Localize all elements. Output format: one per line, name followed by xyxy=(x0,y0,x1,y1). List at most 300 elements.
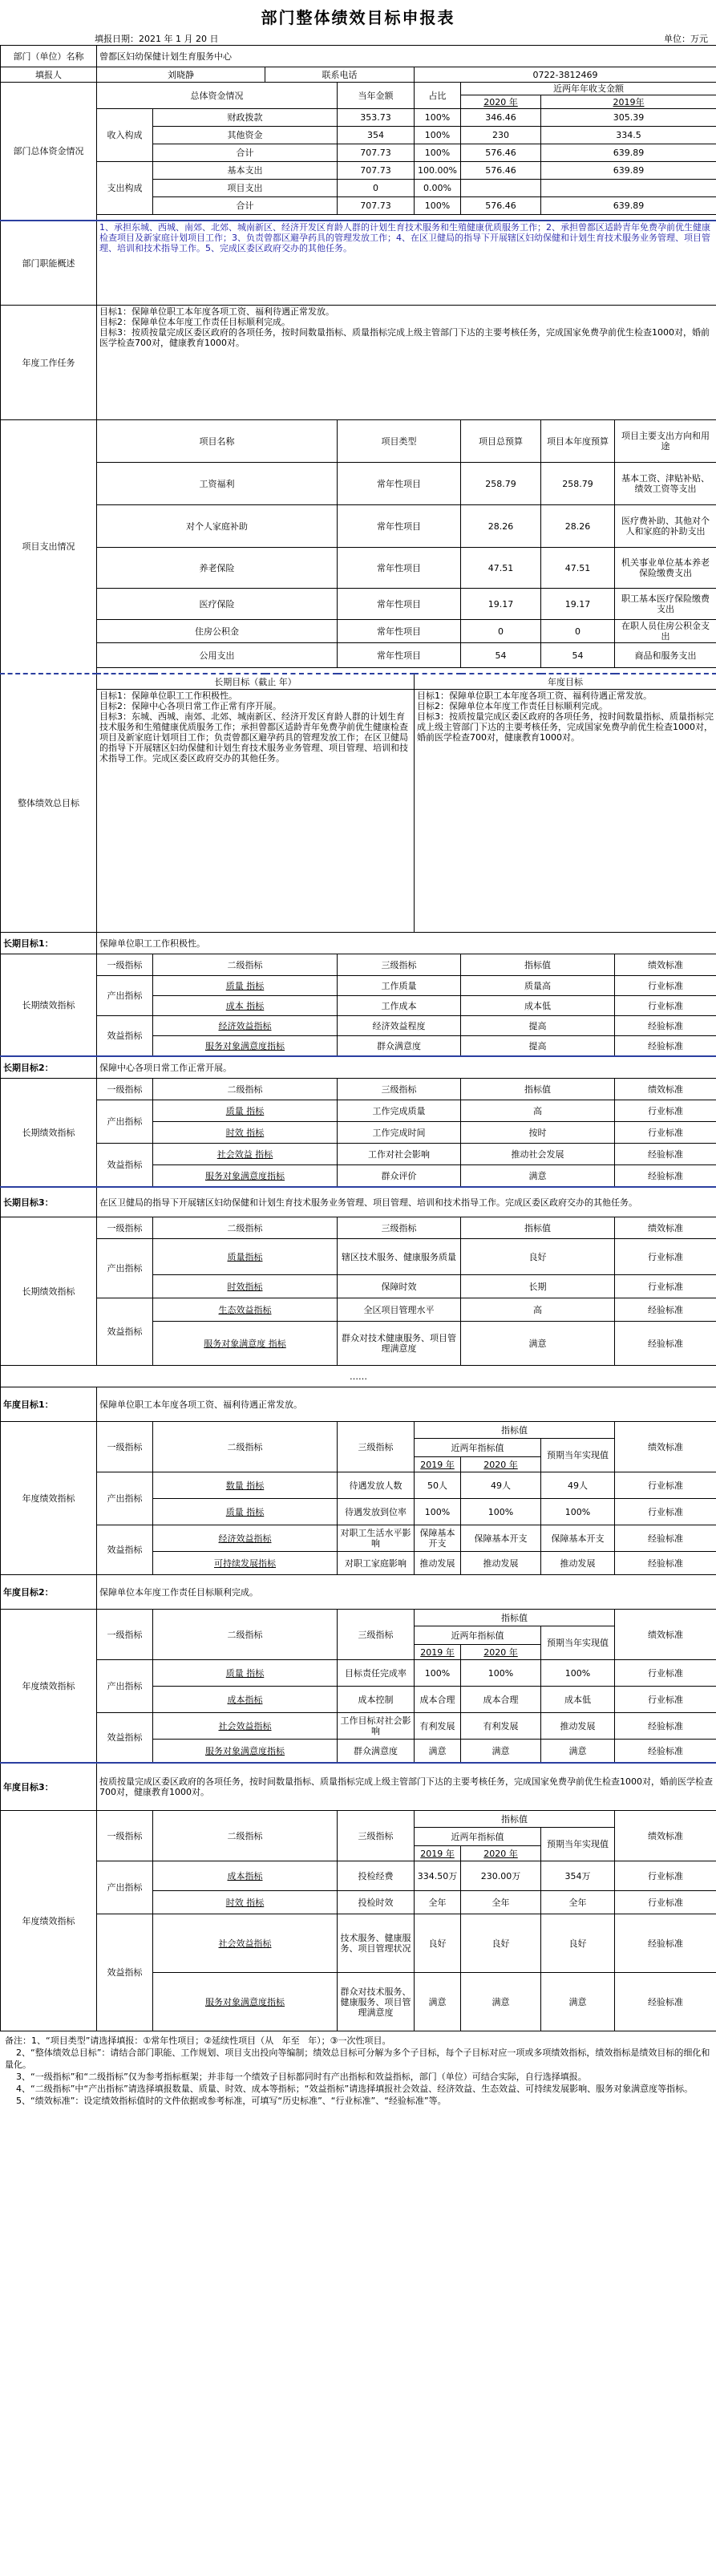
col-l2: 二级指标 xyxy=(153,954,338,976)
value-expect: 满意 xyxy=(541,1973,615,2031)
indicator-std: 行业标准 xyxy=(615,976,716,996)
col-2020: 2020 年 xyxy=(461,1645,541,1660)
l3-indicator: 辖区技术服务、健康服务质量 xyxy=(338,1239,461,1275)
l2-indicator: 经济效益指标 xyxy=(153,1016,338,1036)
output-indicator: 产出指标 xyxy=(97,976,153,1016)
proj-use: 基本工资、津贴补贴、绩效工资等支出 xyxy=(615,463,716,505)
l3-indicator: 工作成本 xyxy=(338,996,461,1016)
col-l2: 二级指标 xyxy=(153,1079,338,1100)
value-2020: 满意 xyxy=(461,1740,541,1764)
table-row xyxy=(1,1056,716,1079)
proj-name: 工资福利 xyxy=(97,463,338,505)
value-expect: 49人 xyxy=(541,1472,615,1499)
indicator-std: 行业标准 xyxy=(615,1239,716,1275)
table-row xyxy=(1,67,716,83)
funds-amount: 354 xyxy=(338,127,415,144)
funds-header-recent: 近两年年收支金额 xyxy=(461,83,716,95)
value-expect: 100% xyxy=(541,1660,615,1687)
table-row xyxy=(1,548,716,589)
l3-indicator: 对职工生活水平影响 xyxy=(338,1525,415,1552)
annual-task-label: 年度工作任务 xyxy=(1,306,97,420)
proj-header-name: 项目名称 xyxy=(97,420,338,463)
l3-indicator: 群众满意度 xyxy=(338,1740,415,1764)
col-recent: 近两年指标值 xyxy=(415,1626,541,1645)
funds-item-name: 项目支出 xyxy=(153,180,338,197)
l2-indicator: 服务对象满意度指标 xyxy=(153,1165,338,1188)
col-l3: 三级指标 xyxy=(338,1217,461,1239)
funds-item-name: 其他资金 xyxy=(153,127,338,144)
l2-indicator: 社会效益指标 xyxy=(153,1713,338,1740)
value-2020: 49人 xyxy=(461,1472,541,1499)
l3-indicator: 工作完成时间 xyxy=(338,1122,461,1144)
proj-use: 在职人员住房公积金支出 xyxy=(615,620,716,643)
value-2020: 100% xyxy=(461,1660,541,1687)
indicator-value: 高 xyxy=(461,1100,615,1122)
output-indicator: 产出指标 xyxy=(97,1239,153,1298)
proj-label: 项目支出情况 xyxy=(1,420,97,674)
col-l1: 一级指标 xyxy=(97,1079,153,1100)
funds-header-2020: 2020 年 xyxy=(461,95,541,109)
proj-year: 28.26 xyxy=(541,505,615,548)
meta-row xyxy=(0,32,716,45)
table-row xyxy=(1,1239,716,1275)
value-expect: 全年 xyxy=(541,1891,615,1914)
long-indicator-label: 长期绩效指标 xyxy=(1,1217,97,1366)
l2-indicator: 可持续发展指标 xyxy=(153,1552,338,1575)
table-row xyxy=(1,674,716,690)
l2-indicator: 数量 指标 xyxy=(153,1472,338,1499)
indicator-std: 行业标准 xyxy=(615,1100,716,1122)
indicator-std: 经验标准 xyxy=(615,1144,716,1165)
value-2019: 全年 xyxy=(415,1891,461,1914)
col-idx: 指标值 xyxy=(461,1079,615,1100)
proj-use: 职工基本医疗保险缴费支出 xyxy=(615,589,716,620)
indicator-value: 成本低 xyxy=(461,996,615,1016)
col-std: 绩效标准 xyxy=(615,1079,716,1100)
year-goal-title: 年度目标2： xyxy=(1,1575,97,1610)
table-row xyxy=(1,1366,716,1387)
notes: 备注：1、“项目类型”请选择填报：①常年性项目；②延续性项目（从 年至 年）；③一次性项目。 2、“整体绩效总目标”：请结合部门职能、工作规划、项目支出投向等编制；绩效总目标可分解为多个子目标，每个子目标对应一项或多项绩效指标，绩效指标是绩效目标的细化和量化。 3、“一级指标”和“二级指标”仅为参考指标框架；并非每一个绩效子目标都同时有产出指标和效益指标，部门（单位）可结合实际，自行选择填报。 4、“二级指标”中“产出指标”请选择填报数量、质量、时效、成本等指标；“效益指标”请选择填报社会效益、经济效益、生态效益、可持续发展影响、服务对象满意度等指标。 5、“绩效标准”：设定绩效指标值时的文件依据或参考标准，可填写“历史标准”、“行业标准”、“经验标准”等。 xyxy=(5,2035,710,2106)
indicator-std: 行业标准 xyxy=(615,1660,716,1687)
declaration-table xyxy=(0,45,716,2031)
proj-use: 机关事业单位基本养老保险缴费支出 xyxy=(615,548,716,589)
l2-indicator: 质量 指标 xyxy=(153,1660,338,1687)
funds-ratio: 100% xyxy=(415,144,461,162)
unit-label: 单位：万元 xyxy=(664,34,708,44)
indicator-value: 满意 xyxy=(461,1322,615,1366)
proj-total: 19.17 xyxy=(461,589,541,620)
col-l3: 三级指标 xyxy=(338,1610,415,1660)
table-row xyxy=(1,1763,716,1811)
table-row xyxy=(1,162,716,180)
value-2020: 良好 xyxy=(461,1914,541,1973)
filler-label: 填报人 xyxy=(1,67,97,83)
col-2019: 2019 年 xyxy=(415,1457,461,1472)
spacer xyxy=(97,668,716,674)
year-indicator-label: 年度绩效指标 xyxy=(1,1811,97,2031)
proj-year: 54 xyxy=(541,643,615,668)
proj-type: 常年性项目 xyxy=(338,463,461,505)
col-std: 绩效标准 xyxy=(615,1217,716,1239)
funds-amount: 0 xyxy=(338,180,415,197)
funds-2020: 346.46 xyxy=(461,109,541,127)
col-idx: 指标值 xyxy=(461,1217,615,1239)
indicator-std: 经验标准 xyxy=(615,1914,716,1973)
effect-indicator: 效益指标 xyxy=(97,1144,153,1188)
table-row xyxy=(1,1079,716,1100)
fill-date: 填报日期：2021 年 1 月 20 日 xyxy=(95,34,219,44)
l2-indicator: 生态效益指标 xyxy=(153,1298,338,1322)
table-row xyxy=(1,1914,716,1973)
col-std: 绩效标准 xyxy=(615,1811,716,1861)
proj-year: 47.51 xyxy=(541,548,615,589)
funds-2020: 576.46 xyxy=(461,162,541,180)
indicator-std: 经验标准 xyxy=(615,1525,716,1552)
l3-indicator: 群众对技术服务、健康服务、项目管理满意度 xyxy=(338,1973,415,2031)
value-2019: 100% xyxy=(415,1499,461,1525)
funds-2019: 334.5 xyxy=(541,127,716,144)
l2-indicator: 时效指标 xyxy=(153,1275,338,1298)
long-indicator-label: 长期绩效指标 xyxy=(1,954,97,1057)
ellipsis: …… xyxy=(1,1366,716,1387)
indicator-std: 经验标准 xyxy=(615,1552,716,1575)
table-row xyxy=(1,954,716,976)
value-2019: 满意 xyxy=(415,1740,461,1764)
table-row xyxy=(1,221,716,306)
funds-amount: 707.73 xyxy=(338,144,415,162)
col-idx: 指标值 xyxy=(415,1422,615,1439)
indicator-std: 经验标准 xyxy=(615,1036,716,1057)
l3-indicator: 工作质量 xyxy=(338,976,461,996)
funds-header-amount: 当年金额 xyxy=(338,83,415,109)
proj-total: 0 xyxy=(461,620,541,643)
overall-year-text: 目标1：保障单位职工本年度各项工资、福利待遇正常发放。 目标2：保障单位本年度工作责任目标顺利完成。 目标3：按质按量完成区委区政府的各项任务，按时间数量指标、质量指标完成上级主管部门下达的主要考核任务，完成国家免费孕前优生检查1000对，婚前医学检查700对，健康教育1000对。 xyxy=(415,690,716,933)
value-2019: 成本合理 xyxy=(415,1687,461,1713)
table-row xyxy=(1,668,716,674)
value-expect: 推动发展 xyxy=(541,1552,615,1575)
proj-use: 商品和服务支出 xyxy=(615,643,716,668)
col-l1: 一级指标 xyxy=(97,1811,153,1861)
col-l2: 二级指标 xyxy=(153,1811,338,1861)
table-row xyxy=(1,1861,716,1891)
indicator-std: 行业标准 xyxy=(615,1891,716,1914)
overall-long-text: 目标1：保障单位职工工作积极性。 目标2：保障中心各项日常工作正常有序开展。 目标3：东城、西城、南郊、北郊、城南新区、经济开发区育龄人群的计划生育技术服务和生殖健康优质服务工作；承担曾都区适龄青年免费孕前优生健康检查项目及新家庭计划项目工作；负责曾都区避孕药具的管理发放工作；在区卫健局的指导下开展辖区妇幼保健和计划生育技术服务业务管理、项目管理、培训和技术指导工作。完成区委区政府交办的其他任务。 xyxy=(97,690,415,933)
proj-type: 常年性项目 xyxy=(338,589,461,620)
page-title: 部门整体绩效目标申报表 xyxy=(261,8,455,27)
funds-item-name: 合计 xyxy=(153,197,338,215)
l2-indicator: 质量指标 xyxy=(153,1239,338,1275)
l3-indicator: 技术服务、健康服务、项目管理状况 xyxy=(338,1914,415,1973)
col-l2: 二级指标 xyxy=(153,1422,338,1472)
indicator-std: 经验标准 xyxy=(615,1165,716,1188)
l2-indicator: 服务对象满意度指标 xyxy=(153,1973,338,2031)
value-2020: 全年 xyxy=(461,1891,541,1914)
indicator-std: 经验标准 xyxy=(615,1298,716,1322)
long-goal-title: 长期目标1： xyxy=(1,933,97,954)
table-row xyxy=(1,1100,716,1122)
funds-amount: 707.73 xyxy=(338,197,415,215)
proj-name: 公用支出 xyxy=(97,643,338,668)
indicator-value: 提高 xyxy=(461,1036,615,1057)
duty-text: 1、承担东城、西城、南郊、北郊、城南新区、经济开发区育龄人群的计划生育技术服务和生殖健康优质服务工作；2、承担曾都区适龄青年免费孕前优生健康检查项目及新家庭计划项目工作；3、负责曾都区避孕药具的管理发放工作；4、在区卫健局的指导下开展辖区妇幼保健和计划生育技术服务业务管理、项目管理、培训和技术指导工作。5、完成区委区政府交办的其他任务。 xyxy=(97,221,716,306)
proj-year: 0 xyxy=(541,620,615,643)
long-goal-desc: 保障中心各项日常工作正常开展。 xyxy=(97,1056,716,1079)
value-2019: 100% xyxy=(415,1660,461,1687)
value-expect: 推动发展 xyxy=(541,1713,615,1740)
table-row xyxy=(1,1298,716,1322)
col-l3: 三级指标 xyxy=(338,1811,415,1861)
table-row xyxy=(1,620,716,643)
value-2019: 推动发展 xyxy=(415,1552,461,1575)
table-row xyxy=(1,505,716,548)
funds-ratio: 100% xyxy=(415,197,461,215)
indicator-std: 经验标准 xyxy=(615,1973,716,2031)
value-2019: 334.50万 xyxy=(415,1861,461,1891)
indicator-value: 质量高 xyxy=(461,976,615,996)
proj-header-total: 项目总预算 xyxy=(461,420,541,463)
col-recent: 近两年指标值 xyxy=(415,1439,541,1457)
indicator-value: 提高 xyxy=(461,1016,615,1036)
filler-name: 刘晓静 xyxy=(97,67,265,83)
output-indicator: 产出指标 xyxy=(97,1660,153,1713)
l3-indicator: 待遇发放到位率 xyxy=(338,1499,415,1525)
indicator-value: 推动社会发展 xyxy=(461,1144,615,1165)
l2-indicator: 服务对象满意度指标 xyxy=(153,1740,338,1764)
funds-header-2019: 2019年 xyxy=(541,95,716,109)
year-goal-title: 年度目标1： xyxy=(1,1387,97,1422)
year-indicator-label: 年度绩效指标 xyxy=(1,1610,97,1764)
long-goal-title: 长期目标3： xyxy=(1,1187,97,1217)
phone-value: 0722-3812469 xyxy=(415,67,716,83)
funds-header-ratio: 占比 xyxy=(415,83,461,109)
l2-indicator: 时效 指标 xyxy=(153,1122,338,1144)
funds-item-name: 财政拨款 xyxy=(153,109,338,127)
indicator-value: 良好 xyxy=(461,1239,615,1275)
l3-indicator: 投检经费 xyxy=(338,1861,415,1891)
funds-2020: 576.46 xyxy=(461,197,541,215)
phone-label: 联系电话 xyxy=(265,67,415,83)
l3-indicator: 待遇发放人数 xyxy=(338,1472,415,1499)
table-row xyxy=(1,643,716,668)
col-l3: 三级指标 xyxy=(338,1422,415,1472)
table-row xyxy=(1,1472,716,1499)
l3-indicator: 群众满意度 xyxy=(338,1036,461,1057)
proj-total: 258.79 xyxy=(461,463,541,505)
proj-header-year: 项目本年度预算 xyxy=(541,420,615,463)
value-2019: 有利发展 xyxy=(415,1713,461,1740)
l2-indicator: 服务对象满意度指标 xyxy=(153,1036,338,1057)
table-row xyxy=(1,933,716,954)
indicator-std: 经验标准 xyxy=(615,1016,716,1036)
proj-total: 28.26 xyxy=(461,505,541,548)
indicator-value: 长期 xyxy=(461,1275,615,1298)
proj-name: 住房公积金 xyxy=(97,620,338,643)
proj-header-use: 项目主要支出方向和用途 xyxy=(615,420,716,463)
proj-type: 常年性项目 xyxy=(338,643,461,668)
col-2019: 2019 年 xyxy=(415,1846,461,1861)
col-2019: 2019 年 xyxy=(415,1645,461,1660)
dept-name: 曾都区妇幼保健计划生育服务中心 xyxy=(97,46,716,67)
proj-year: 258.79 xyxy=(541,463,615,505)
proj-type: 常年性项目 xyxy=(338,620,461,643)
table-row xyxy=(1,306,716,420)
effect-indicator: 效益指标 xyxy=(97,1914,153,2031)
funds-2019: 305.39 xyxy=(541,109,716,127)
indicator-value: 高 xyxy=(461,1298,615,1322)
proj-total: 54 xyxy=(461,643,541,668)
proj-name: 对个人家庭补助 xyxy=(97,505,338,548)
col-std: 绩效标准 xyxy=(615,1422,716,1472)
funds-2019: 639.89 xyxy=(541,197,716,215)
l2-indicator: 经济效益指标 xyxy=(153,1525,338,1552)
value-2020: 230.00万 xyxy=(461,1861,541,1891)
table-row xyxy=(1,1422,716,1439)
indicator-std: 经验标准 xyxy=(615,1322,716,1366)
l3-indicator: 成本控制 xyxy=(338,1687,415,1713)
value-2019: 50人 xyxy=(415,1472,461,1499)
l2-indicator: 质量 指标 xyxy=(153,1499,338,1525)
col-expect: 预期当年实现值 xyxy=(541,1626,615,1660)
table-row xyxy=(1,1575,716,1610)
l2-indicator: 成本 指标 xyxy=(153,996,338,1016)
year-goal-title: 年度目标3： xyxy=(1,1763,97,1811)
overall-label: 整体绩效总目标 xyxy=(1,674,97,933)
table-row xyxy=(1,109,716,127)
effect-indicator: 效益指标 xyxy=(97,1713,153,1764)
funds-item-name: 基本支出 xyxy=(153,162,338,180)
funds-amount: 707.73 xyxy=(338,162,415,180)
value-expect: 良好 xyxy=(541,1914,615,1973)
funds-ratio: 100.00% xyxy=(415,162,461,180)
l2-indicator: 时效 指标 xyxy=(153,1891,338,1914)
effect-indicator: 效益指标 xyxy=(97,1298,153,1366)
long-goal-title: 长期目标2： xyxy=(1,1056,97,1079)
table-row xyxy=(1,1713,716,1740)
value-expect: 354万 xyxy=(541,1861,615,1891)
l2-indicator: 社会效益 指标 xyxy=(153,1144,338,1165)
col-idx: 指标值 xyxy=(415,1610,615,1626)
indicator-value: 满意 xyxy=(461,1165,615,1188)
value-2020: 100% xyxy=(461,1499,541,1525)
col-idx: 指标值 xyxy=(461,954,615,976)
indicator-std: 行业标准 xyxy=(615,1861,716,1891)
value-2020: 满意 xyxy=(461,1973,541,2031)
funds-ratio: 0.00% xyxy=(415,180,461,197)
funds-ratio: 100% xyxy=(415,127,461,144)
value-2019: 保障基本开支 xyxy=(415,1525,461,1552)
value-2020: 推动发展 xyxy=(461,1552,541,1575)
indicator-std: 行业标准 xyxy=(615,1687,716,1713)
expense-label: 支出构成 xyxy=(97,162,153,215)
table-row xyxy=(1,1217,716,1239)
year-goal-desc: 保障单位本年度工作责任目标顺利完成。 xyxy=(97,1575,716,1610)
funds-item-name: 合计 xyxy=(153,144,338,162)
l3-indicator: 对职工家庭影响 xyxy=(338,1552,415,1575)
value-expect: 满意 xyxy=(541,1740,615,1764)
effect-indicator: 效益指标 xyxy=(97,1525,153,1575)
indicator-value: 按时 xyxy=(461,1122,615,1144)
table-row xyxy=(1,589,716,620)
proj-use: 医疗费补助、其他对个人和家庭的补助支出 xyxy=(615,505,716,548)
long-indicator-label: 长期绩效指标 xyxy=(1,1079,97,1188)
funds-2020 xyxy=(461,180,541,197)
value-expect: 100% xyxy=(541,1499,615,1525)
indicator-std: 行业标准 xyxy=(615,1472,716,1499)
indicator-std: 行业标准 xyxy=(615,1122,716,1144)
col-l1: 一级指标 xyxy=(97,1217,153,1239)
table-row xyxy=(1,46,716,67)
table-row xyxy=(1,1187,716,1217)
table-row xyxy=(1,976,716,996)
overall-header-year: 年度目标 xyxy=(415,674,716,690)
col-l1: 一级指标 xyxy=(97,1422,153,1472)
proj-year: 19.17 xyxy=(541,589,615,620)
col-recent: 近两年指标值 xyxy=(415,1828,541,1846)
proj-name: 医疗保险 xyxy=(97,589,338,620)
value-expect: 保障基本开支 xyxy=(541,1525,615,1552)
l3-indicator: 群众对技术健康服务、项目管理满意度 xyxy=(338,1322,461,1366)
l3-indicator: 投检时效 xyxy=(338,1891,415,1914)
l2-indicator: 成本指标 xyxy=(153,1861,338,1891)
proj-type: 常年性项目 xyxy=(338,548,461,589)
value-2019: 满意 xyxy=(415,1973,461,2031)
l3-indicator: 工作对社会影响 xyxy=(338,1144,461,1165)
l2-indicator: 质量 指标 xyxy=(153,1100,338,1122)
proj-name: 养老保险 xyxy=(97,548,338,589)
funds-2020: 230 xyxy=(461,127,541,144)
annual-task-text: 目标1：保障单位职工本年度各项工资、福利待遇正常发放。 目标2：保障单位本年度工作责任目标顺利完成。 目标3：按质按量完成区委区政府的各项任务，按时间数量指标、质量指标完成上级主管部门下达的主要考核任务，完成国家免费孕前优生检查1000对，婚前医学检查700对，健康教育1000对。 xyxy=(97,306,716,420)
table-row xyxy=(1,83,716,95)
col-std: 绩效标准 xyxy=(615,954,716,976)
effect-indicator: 效益指标 xyxy=(97,1016,153,1057)
col-l2: 二级指标 xyxy=(153,1217,338,1239)
proj-header-type: 项目类型 xyxy=(338,420,461,463)
duty-label: 部门职能概述 xyxy=(1,221,97,306)
table-row xyxy=(1,1610,716,1626)
value-2020: 保障基本开支 xyxy=(461,1525,541,1552)
l3-indicator: 保障时效 xyxy=(338,1275,461,1298)
proj-total: 47.51 xyxy=(461,548,541,589)
funds-ratio: 100% xyxy=(415,109,461,127)
col-idx: 指标值 xyxy=(415,1811,615,1828)
output-indicator: 产出指标 xyxy=(97,1100,153,1144)
table-row xyxy=(1,1387,716,1422)
funds-amount: 353.73 xyxy=(338,109,415,127)
l3-indicator: 群众评价 xyxy=(338,1165,461,1188)
l3-indicator: 全区项目管理水平 xyxy=(338,1298,461,1322)
col-l1: 一级指标 xyxy=(97,954,153,976)
indicator-std: 经验标准 xyxy=(615,1740,716,1764)
long-goal-desc: 保障单位职工工作积极性。 xyxy=(97,933,716,954)
indicator-std: 行业标准 xyxy=(615,1275,716,1298)
table-row xyxy=(1,1144,716,1165)
l2-indicator: 质量 指标 xyxy=(153,976,338,996)
l2-indicator: 社会效益指标 xyxy=(153,1914,338,1973)
overall-header-long: 长期目标（截止 年） xyxy=(97,674,415,690)
funds-2019: 639.89 xyxy=(541,144,716,162)
funds-section-label: 部门总体资金情况 xyxy=(1,83,97,221)
l2-indicator: 成本指标 xyxy=(153,1687,338,1713)
l3-indicator: 经济效益程度 xyxy=(338,1016,461,1036)
table-row xyxy=(1,1525,716,1552)
l3-indicator: 目标责任完成率 xyxy=(338,1660,415,1687)
funds-header-total: 总体资金情况 xyxy=(97,83,338,109)
table-row xyxy=(1,1016,716,1036)
value-2019: 良好 xyxy=(415,1914,461,1973)
income-label: 收入构成 xyxy=(97,109,153,162)
col-l3: 三级指标 xyxy=(338,1079,461,1100)
spacer xyxy=(97,215,716,221)
